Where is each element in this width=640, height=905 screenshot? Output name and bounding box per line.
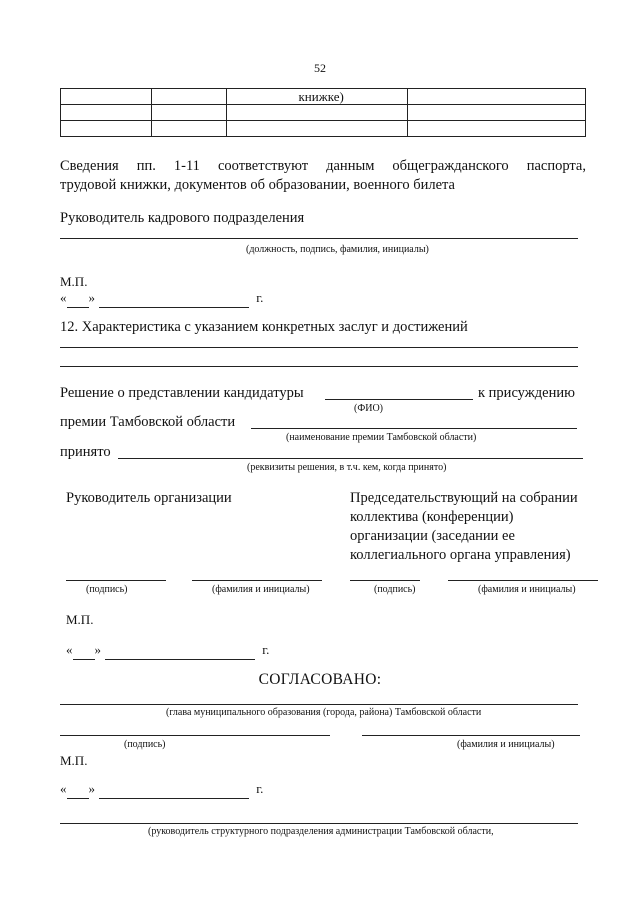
agreed-sign-caption: (подпись) — [124, 739, 166, 750]
table-row — [61, 89, 586, 105]
date-open-quote: « — [66, 642, 73, 657]
date-close-quote: » — [94, 642, 101, 657]
chair-name-line[interactable] — [448, 580, 598, 581]
hr-head-label: Руководитель кадрового подразделения — [60, 210, 305, 226]
agreed-name-caption: (фамилия и инициалы) — [457, 739, 555, 750]
agreed-title: СОГЛАСОВАНО: — [258, 671, 382, 688]
table-row — [61, 105, 586, 121]
hr-head-caption: (должность, подпись, фамилия, инициалы) — [246, 244, 429, 255]
stamp-mp-2: М.П. — [66, 612, 94, 627]
prize-caption: (наименование премии Тамбовской области) — [286, 432, 477, 443]
decision-line-1-end: к присуждению — [478, 385, 575, 401]
table-cell — [151, 89, 227, 105]
org-head-sign-line[interactable] — [66, 580, 166, 581]
chair-title-2: коллектива (конференции) — [350, 509, 514, 525]
agreed-sign-line[interactable] — [60, 735, 330, 736]
table-cell — [407, 121, 585, 137]
table-cell — [407, 89, 585, 105]
chair-name-caption: (фамилия и инициалы) — [478, 584, 576, 595]
month-year-field[interactable] — [99, 288, 249, 308]
stamp-date-3 — [60, 779, 263, 799]
table-cell — [61, 89, 152, 105]
org-head-name-caption: (фамилия и инициалы) — [212, 584, 310, 595]
stamp-mp-1: М.П. — [60, 274, 88, 289]
table-cell — [151, 105, 227, 121]
day-field[interactable] — [67, 288, 89, 308]
fio-caption: (ФИО) — [354, 403, 384, 414]
stamp-date-2 — [66, 640, 269, 660]
structural-head-line[interactable] — [60, 823, 578, 824]
hr-head-signature-line[interactable] — [60, 238, 578, 239]
head-municipal-caption: (глава муниципального образования (города, района) Тамбовской области — [166, 707, 482, 718]
day-field[interactable] — [73, 640, 95, 660]
chair-title-4: коллегиального органа управления) — [350, 547, 571, 563]
org-head-sign-caption: (подпись) — [86, 584, 128, 595]
date-close-quote: » — [88, 781, 95, 796]
fio-field[interactable] — [325, 399, 473, 400]
stamp-date-1 — [60, 288, 263, 308]
month-year-field[interactable] — [105, 640, 255, 660]
agreed-name-line[interactable] — [362, 735, 580, 736]
chair-title-1: Председательствующий на собрании — [350, 490, 578, 506]
table-cell — [227, 121, 407, 137]
chair-title-3: организации (заседании ее — [350, 528, 515, 544]
decision-line-1-start: Решение о представлении кандидатуры — [60, 385, 304, 401]
statement-line-1: Сведения пп. 1-11 соответствуют данным общегражданского паспорта, — [60, 158, 586, 174]
year-suffix: г. — [262, 642, 270, 657]
data-table — [60, 88, 586, 137]
decision-line-2-start: премии Тамбовской области — [60, 414, 236, 430]
chair-sign-line[interactable] — [350, 580, 420, 581]
structural-head-caption: (руководитель структурного подразделения администрации Тамбовской области, — [148, 826, 494, 837]
date-open-quote: « — [60, 781, 67, 796]
table-cell — [61, 121, 152, 137]
characteristic-line-1[interactable] — [60, 347, 578, 348]
date-open-quote: « — [60, 290, 67, 305]
section-12-title: 12. Характеристика с указанием конкретных заслуг и достижений — [60, 319, 468, 335]
page-number: 52 — [314, 61, 326, 75]
chair-sign-caption: (подпись) — [374, 584, 416, 595]
requisites-field[interactable] — [118, 458, 583, 459]
table-cell — [61, 105, 152, 121]
table-cell — [227, 105, 407, 121]
table-row — [61, 121, 586, 137]
table-cell: книжке) — [227, 89, 407, 105]
day-field[interactable] — [67, 779, 89, 799]
decision-line-3-start: принято — [60, 444, 111, 460]
table-cell — [151, 121, 227, 137]
table-cell — [407, 105, 585, 121]
org-head-name-line[interactable] — [192, 580, 322, 581]
org-head-title: Руководитель организации — [66, 490, 232, 506]
stamp-mp-3: М.П. — [60, 753, 88, 768]
statement-line-2: трудовой книжки, документов об образовании, военного билета — [60, 177, 455, 193]
head-municipal-line[interactable] — [60, 704, 578, 705]
characteristic-line-2[interactable] — [60, 366, 578, 367]
prize-name-field[interactable] — [251, 428, 577, 429]
year-suffix: г. — [256, 781, 264, 796]
requisites-caption: (реквизиты решения, в т.ч. кем, когда принято) — [247, 462, 447, 473]
year-suffix: г. — [256, 290, 264, 305]
date-close-quote: » — [88, 290, 95, 305]
month-year-field[interactable] — [99, 779, 249, 799]
